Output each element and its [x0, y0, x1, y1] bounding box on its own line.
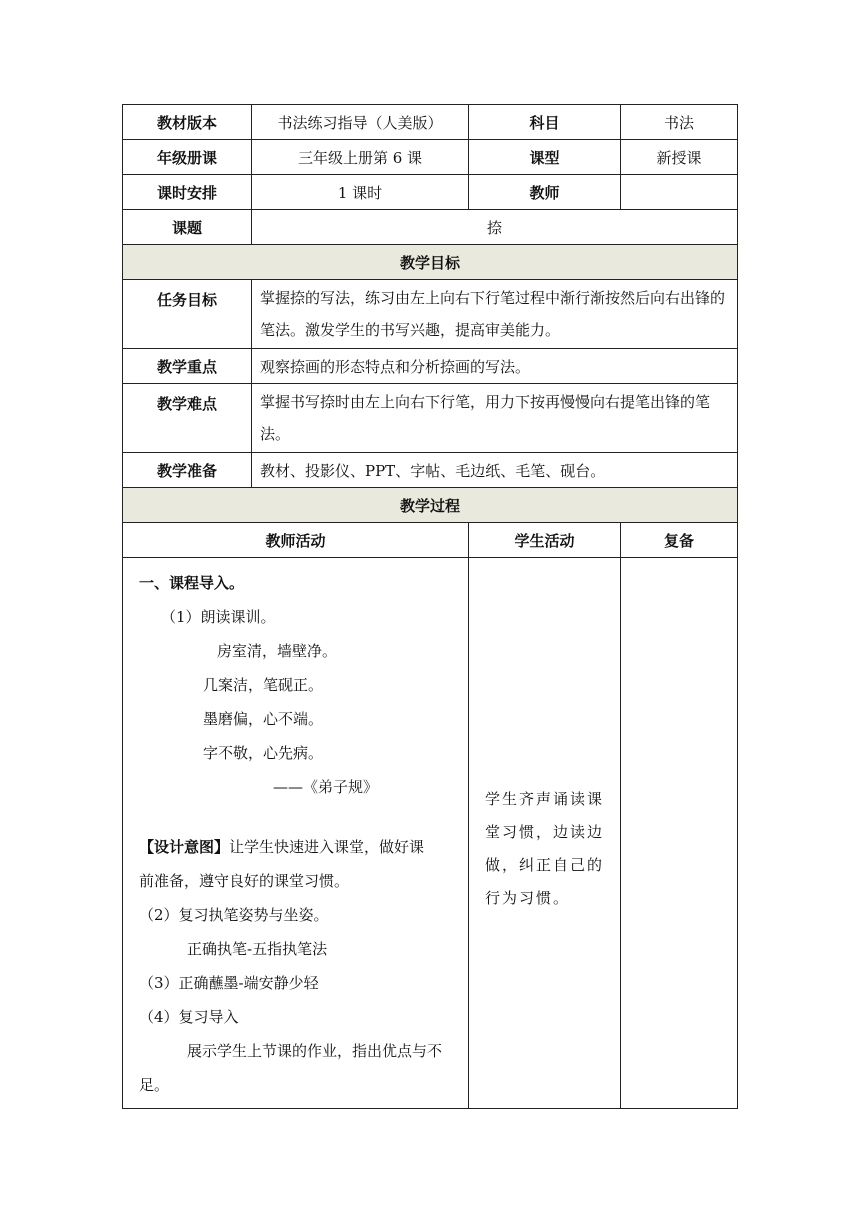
- info-row-grade: [123, 140, 738, 175]
- grade-label: 年级册课: [123, 140, 252, 175]
- preparation-row: [123, 453, 738, 488]
- type-value: 新授课: [621, 140, 738, 175]
- teacher-activity-cell: [123, 558, 469, 1109]
- step-3: （3）正确蘸墨-端安静少轻: [139, 974, 319, 992]
- hours-value: 1 课时: [252, 175, 469, 210]
- info-row-topic: [123, 210, 738, 245]
- teacher-label: 教师: [469, 175, 621, 210]
- difficult-point-row: [123, 384, 738, 453]
- process-content-row: [123, 558, 738, 1109]
- poem-line-2: 几案洁，笔砚正。: [203, 676, 324, 694]
- col-student-activity: 学生活动: [469, 523, 621, 558]
- subject-label: 科目: [469, 105, 621, 140]
- process-section-title: 教学过程: [123, 488, 738, 523]
- lesson-plan-table: [122, 104, 738, 1109]
- info-row-textbook: [123, 105, 738, 140]
- goals-section-row: [123, 245, 738, 280]
- design-intent-text-1: 让学生快速进入课堂，做好课: [229, 838, 425, 856]
- textbook-label: 教材版本: [123, 105, 252, 140]
- subject-value: 书法: [621, 105, 738, 140]
- hours-label: 课时安排: [123, 175, 252, 210]
- textbook-value: 书法练习指导（人美版）: [252, 105, 469, 140]
- difficult-point-label: 教学难点: [123, 384, 252, 453]
- design-intent-label: 【设计意图】: [139, 838, 230, 856]
- student-activity-cell: [469, 558, 621, 1109]
- col-teacher-activity: 教师活动: [123, 523, 469, 558]
- student-activity-text: 学生齐声诵读课堂习惯，边读边做，纠正自己的行为习惯。: [485, 790, 605, 907]
- step-4-detail-1: 展示学生上节课的作业，指出优点与不: [187, 1042, 443, 1060]
- teacher-value: [621, 175, 738, 210]
- key-point-row: [123, 349, 738, 384]
- step-2-detail: 正确执笔-五指执笔法: [187, 940, 328, 958]
- step-4: （4）复习导入: [139, 1008, 239, 1026]
- poem-line-1: 房室清，墙壁净。: [217, 642, 338, 660]
- key-point-text: 观察捺画的形态特点和分析捺画的写法。: [252, 349, 738, 384]
- step-4-detail-2: 足。: [139, 1076, 170, 1094]
- step-2: （2）复习执笔姿势与坐姿。: [139, 906, 329, 924]
- task-goal-row: [123, 280, 738, 349]
- design-intent-line-1: [139, 830, 452, 864]
- poem-line-4: 字不敬，心先病。: [203, 744, 324, 762]
- process-section-row: [123, 488, 738, 523]
- step-1: （1）朗读课训。: [161, 608, 276, 626]
- re-prep-cell: [621, 558, 738, 1109]
- info-row-hours: [123, 175, 738, 210]
- poem-line-3: 墨磨偏，心不端。: [203, 710, 324, 728]
- poem-source: ——《弟子规》: [273, 778, 379, 796]
- preparation-text: 教材、投影仪、PPT、字帖、毛边纸、毛笔、砚台。: [252, 453, 738, 488]
- intro-heading: 一、课程导入。: [139, 574, 245, 592]
- task-goal-text: 掌握捺的写法，练习由左上向右下行笔过程中渐行渐按然后向右出锋的笔法。激发学生的书写兴趣，提高审美能力。: [252, 280, 738, 349]
- design-intent-text-2: 前准备，遵守良好的课堂习惯。: [139, 872, 350, 890]
- topic-label: 课题: [123, 210, 252, 245]
- preparation-label: 教学准备: [123, 453, 252, 488]
- process-header-row: [123, 523, 738, 558]
- type-label: 课型: [469, 140, 621, 175]
- topic-value: 捺: [252, 210, 738, 245]
- task-goal-label: 任务目标: [123, 280, 252, 349]
- col-re-prep: 复备: [621, 523, 738, 558]
- goals-section-title: 教学目标: [123, 245, 738, 280]
- key-point-label: 教学重点: [123, 349, 252, 384]
- difficult-point-text: 掌握书写捺时由左上向右下行笔，用力下按再慢慢向右提笔出锋的笔法。: [252, 384, 738, 453]
- grade-value: 三年级上册第 6 课: [252, 140, 469, 175]
